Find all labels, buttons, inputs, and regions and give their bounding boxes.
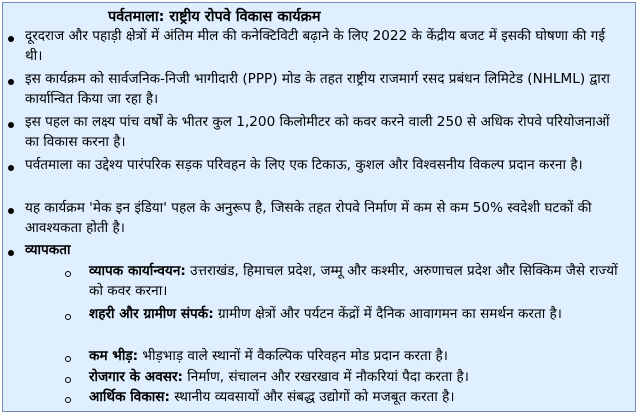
scope-item	[89, 262, 629, 301]
point-text: दूरदराज और पहाड़ी क्षेत्रों में अंतिम मील की कनेक्टिविटी बढ़ाने के लिए 2022 के केंद्रीय बजट में इसकी घोषणा की गई थी।	[25, 28, 606, 64]
info-card	[2, 2, 636, 412]
bullet-icon	[8, 122, 14, 128]
scope-item	[89, 347, 629, 367]
point-text: पर्वतमाला का उद्देश्य पारंपरिक सड़क परिवहन के लिए एक टिकाऊ, कुशल और विश्वसनीय विकल्प प्रदान करना है।	[25, 157, 583, 173]
circle-bullet-icon	[65, 314, 71, 320]
bullet-icon	[8, 208, 14, 214]
card-title: पर्वतमाला: राष्ट्रीय रोपवे विकास कार्यक्रम	[108, 9, 321, 25]
circle-bullet-icon	[65, 377, 71, 383]
circle-bullet-icon	[65, 356, 71, 362]
point-text: यह कार्यक्रम 'मेक इन इंडिया' पहल के अनुरूप है, जिसके तहत रोपवे निर्माण में कम से कम 50% स्वदेशी घटकों की आवश्यकता होती है।	[25, 200, 592, 236]
scope-item-text: भीड़भाड़ वाले स्थानों में वैकल्पिक परिवहन मोड प्रदान करता है।	[138, 348, 448, 364]
scope-heading: व्यापकता	[25, 242, 71, 258]
scope-item-label: शहरी और ग्रामीण संपर्क:	[89, 306, 214, 322]
circle-bullet-icon	[65, 397, 71, 403]
point-text: इस कार्यक्रम को सार्वजनिक-निजी भागीदारी (PPP) मोड के तहत राष्ट्रीय राजमार्ग रसद प्रबंधन लिमिटेड (NHLML) द्वारा कार्यान्वित किया जा रहा है।	[25, 71, 610, 107]
scope-item	[89, 305, 629, 325]
scope-item-text: निर्माण, संचालन और रखरखाव में नौकरियां पैदा करता है।	[182, 369, 469, 385]
point-text: इस पहल का लक्ष्य पांच वर्षों के भीतर कुल 1,200 किलोमीटर को कवर करने वाली 250 से अधिक रोपवे परियोजनाओं का विकास करना है।	[25, 114, 610, 150]
scope-item-label: आर्थिक विकास:	[89, 389, 170, 405]
scope-item-label: व्यापक कार्यान्वयन:	[89, 263, 186, 279]
scope-item-text: ग्रामीण क्षेत्रों और पर्यटन केंद्रों में दैनिक आवागमन का समर्थन करता है।	[213, 306, 562, 322]
scope-item-label: कम भीड़:	[89, 348, 139, 364]
scope-item-label: रोजगार के अवसर:	[89, 369, 183, 385]
bullet-icon	[8, 79, 14, 85]
scope-item	[89, 368, 629, 388]
bullet-icon	[8, 36, 14, 42]
scope-item	[89, 388, 629, 408]
bullet-icon	[8, 165, 14, 171]
scope-item-text: उत्तराखंड, हिमाचल प्रदेश, जम्मू और कश्मीर, अरुणाचल प्रदेश और सिक्किम जैसे राज्यों को कवर करना।	[89, 263, 618, 299]
scope-item-text: स्थानीय व्यवसायों और संबद्ध उद्योगों को मजबूत करता है।	[169, 389, 455, 405]
bullet-icon	[8, 250, 14, 256]
circle-bullet-icon	[65, 271, 71, 277]
